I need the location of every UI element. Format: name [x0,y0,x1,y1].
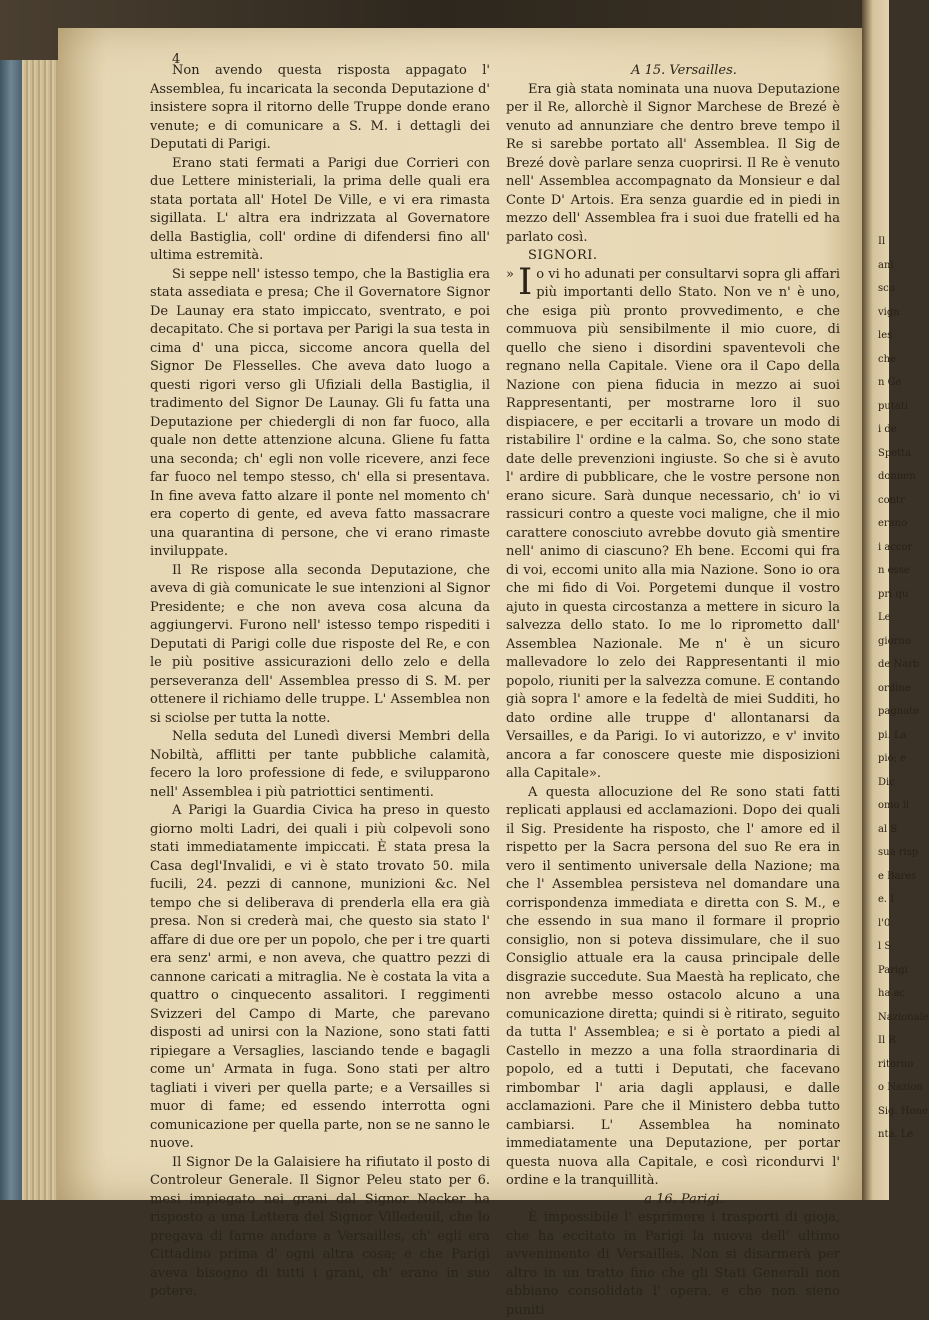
king-speech [506,261,840,784]
right-page-fragment: pri qu [878,588,909,600]
right-page-fragment: Parigi [878,964,908,976]
paragraph: A Parigi la Guardia Civica ha preso in questo giorno molti Ladri, dei quali i più colpevoli sono stati immediatamente impiccati. È stata presa la Casa degl'Invalidi, e vi è stato trovato 50. mila fucili, 24. pezzi di cannone, munizioni &c. Nel tempo che si deliberava di prenderla ella era già presa. Non si crederà mai, che questo sia stato l' affare di due ore per un popolo, che per i tre quarti era senz' armi, e non aveva, che quattro pezzi di cannone caricati a mitraglia. Ne è costata la vita a quattro o cinquecento assalitori. I reggimenti Svizzeri del Campo di Marte, che parevano disposti ad unirsi con la Nazione, sono stati fatti ripiegare a Versaglies, lasciando tende e bagagli come un' Armata in fuga. Sono stati per altro tagliati i viveri per quella parte; e a Versailles si muor di fame; ed essendo interrotta ogni comunicazione per quella parte, non se ne sanno le nuove. [150,803,490,1151]
paragraph: Si seppe nell' istesso tempo, che la Bastiglia era stata assediata e presa; Che il Governatore Signor De Launay era stato impiccato, sventrato, e poi decapitato. Che si portava per Parigi la sua testa in cima d' una picca, siccome ancora quella del Signor De Flesselles. Che aveva dato luogo a questi rigori verso gli Ufiziali della Bastiglia, il tradimento del Signor De Launay. Gli fu fatta una Deputazione per chiedergli di non far fuoco, alla quale non dette attenzione alcuna. Gliene fu fatta una seconda; ch' egli non volle ricevere, anzi fece far fuoco nel tempo stesso, ch' ella si presentava. In fine aveva fatto alzare il ponte nel momento ch' era coperto di gente, ed aveva fatto massacrare una quarantina di persone, che vi erano rimaste inviluppate. [150,266,490,559]
paragraph: Nella seduta del Lunedì diversi Membri della Nobiltà, afflitti per tante pubbliche calamità, fecero la loro professione di fede, e svilupparono nell' Assemblea i più patriottici sentimenti. [150,729,490,800]
right-page-fragment: Dic [878,776,895,788]
right-page-fragment: Nazionale [878,1011,929,1023]
book-spine [0,60,22,1200]
paragraph: A questa allocuzione del Re sono stati fatti replicati applausi ed acclamazioni. Dopo dei quali il Sig. Presidente ha risposto, che l' amore ed il rispetto per la Sacra persona del suo Re era in vero il sentimento universale della Nazione; ma che l' Assemblea persisteva nel domandare una corrispondenza immediata e diretta con S. M., e che essendo in sua mano il formare il proprio consiglio, non si poteva dissimulare, che il suo Consiglio attuale era la causa principale delle disgrazie succedute. Sua Maestà ha replicato, che non avrebbe messo ostacolo alcuno a una comunicazione diretta; quindi si è ritirato, seguito da tutta l' Assemblea; e si è portato a piedi al Castello in mezzo a una folla straordinaria di popolo, ed a tutti i Deputati, che facevano rimbombar l' aria dagli applausi, e dalle acclamazioni. Pare che il Ministero debba tutto cambiarsi. L' Assemblea ha nominato immediatamente una Deputazione, per portar questa nuova alla Capitale, e così ricondurvi l' ordine e la tranquillità. [506,784,840,1188]
right-page-fragment: i de [878,424,897,435]
right-page-fragment: les [878,330,893,341]
right-page-fragment: Il R [878,1035,896,1046]
right-page-fragment: sua risp [878,847,919,858]
right-page-fragment: e. I [878,894,895,905]
paragraph: Non avendo questa risposta appagato l' Assemblea, fu incaricata la seconda Deputazione d' insistere sopra il ritorno delle Truppe donde erano venute; e di comunicare a S. M. i dettagli dei Deputati di Parigi. [150,63,490,152]
right-page-fragment: de Narb [878,659,920,670]
speech-text: o vi ho adunati per consultarvi sopra gli affari più importanti dello Stato. Non ve n' è uno, che esiga più pronto provvedimento, e che commuova più sensibilmente il mio cuore, di quello che sieno i disordini spaventevoli che regnano nella Capitale. Viene ora il Capo della Nazione con piena fiducia in mezzo ai suoi Rappresentanti, per mostrarne loro il suo dispiacere, e per eccitarli a trovare un modo di ristabilire l' ordine e la calma. So, che sono state date delle prevenzioni ingiuste. So che si è avuto l' ardire di pubblicare, che le vostre persone non erano sicure. Sarà dunque necessario, ch' io vi rassicuri contro a queste voci maligne, che il mio carattere conosciuto avrebbe dovuto già smentire nell' animo di ciascuno? Eh bene. Eccomi qui fra di voi, eccomi unito alla mia Nazione. Sono io ora che mi fido di Voi. Porgetemi dunque il vostro ajuto in questa circostanza a mettere in sicuro la salvezza dello stato. Io me lo riprometto dall' Assemblea Nazionale. Me n' è un sicuro mallevadore lo zelo dei Rappresentanti il mio popolo, riuniti per la salvezza comune. E contando già sopra l' amore e la fedeltà de miei Sudditi, ho dato ordine alle truppe d' allontanarsi da Versailles, e da Parigi. Io vi autorizzo, e v' invito ancora a far conoscere queste mie disposizioni alla Capitale». [506,266,840,781]
right-page-fragment: omo il [878,800,910,811]
right-page-fragment: che [878,353,896,365]
dateline-heading-2: a 16. Parigi. [644,1191,724,1207]
right-page-fragment: ani [878,259,894,271]
right-page-fragment: ritorno [878,1058,914,1070]
right-page-fragment: pio; e [878,753,907,764]
right-page-fragment: nta. Le [878,1129,914,1140]
quote-mark: » [506,266,514,282]
right-page-fragment: n Ge [878,377,902,388]
right-page-fragment: contr [878,494,905,506]
paragraph: Era già stata nominata una nuova Deputazione per il Re, allorchè il Signor Marchese de Brezé è venuto ad annunziare che dentro breve tempo il Re si sarebbe portato all' Assemblea. Il Sig de Brezé dovè parlare senza cuoprirsi. Il Re è venuto nell' Assemblea accompagnato da Monsieur e dal Conte D' Artois. Era senza guardie ed in piedi in mezzo dell' Assemblea fra i suoi due fratelli ed ha parlato così. [506,81,840,245]
paragraph: Il Re rispose alla seconda Deputazione, che aveva di già comunicate le sue intenzioni al Signor Presidente; e che non aveva cosa alcuna da aggiungervi. Furono nell' istesso tempo rispediti i Deputati di Parigi colle due risposte del Re, e con le più positive assicurazioni dello zelo e della perseveranza dell' Assemblea presso di S. M. per ottenere il richiamo delle truppe. L' Assemblea non si sciolse per tutta la notte. [150,562,490,726]
drop-cap: I [517,261,533,303]
right-page-fragment: Le [878,612,891,623]
right-page-fragment: i accor [878,541,913,553]
paragraph: Erano stati fermati a Parigi due Corrieri con due Lettere ministeriali, la prima delle quali era stata portata all' Hotel De Ville, e vi era rimasta sigillata. L' altra era indrizzata al Governatore della Bastiglia, coll' ordine di difendersi fino all' ultima estremità. [150,155,490,263]
right-page-fragment: pi. La [878,729,907,741]
right-page-fragment: Sig. Hone [878,1105,928,1117]
right-page-fragment: e Bares [878,870,917,882]
right-page-fragment: giorno [878,635,911,647]
right-page-fragment: donnen [878,471,916,482]
right-page-fragment: ha ac [878,988,906,999]
right-page-fragment: Spetta [878,447,912,459]
salutation: SIGNORI. [528,248,598,263]
left-column [150,62,490,1302]
paragraph: È impossibile l' esprimere i trasporti di gioja, che ha eccitato in Parigi la nuova dell' ultimo avvenimento di Versailles. Non si disarmerà per altro in un tratto fino che gli Stati Generali non abbiano consolidata l' opera, e che non sieno puniti [506,1210,840,1318]
right-page-fragment: ordine [878,682,911,694]
right-page-fragment: o Nazion [878,1082,923,1093]
right-page-edge [862,0,929,1200]
dateline-heading: A 15. Versailles. [631,63,737,78]
paragraph: Il Signor De la Galaisiere ha rifiutato il posto di Controleur Generale. Il Signor Peleu stato per 6. mesi impiegato nei grani dal Signor Necker ha risposto a una Lettera del Signor Villedeuil, che lo pregava di farne andare a Versailles, ch' egli era Cittadino prima d' ogni altra cosa; e che Parigi aveva bisogno di tutti i grani, ch' erano in suo potere. [150,1154,490,1299]
right-page-fragment: Il [878,236,886,247]
right-page-fragment: vign [878,306,900,318]
right-page-fragment: pagnate [878,706,920,717]
right-page-fragment: al S [878,823,898,835]
right-page-fragment: erano [878,518,908,529]
right-column [506,62,840,1320]
right-page-fragment: putati [878,400,909,412]
right-page-fragment: l'0 [878,917,891,929]
right-page-fragment: l S [878,941,892,952]
right-page-fragment: n esse [878,565,910,576]
right-page-fragment: sco [878,283,895,294]
page-number: 4 [172,52,181,67]
